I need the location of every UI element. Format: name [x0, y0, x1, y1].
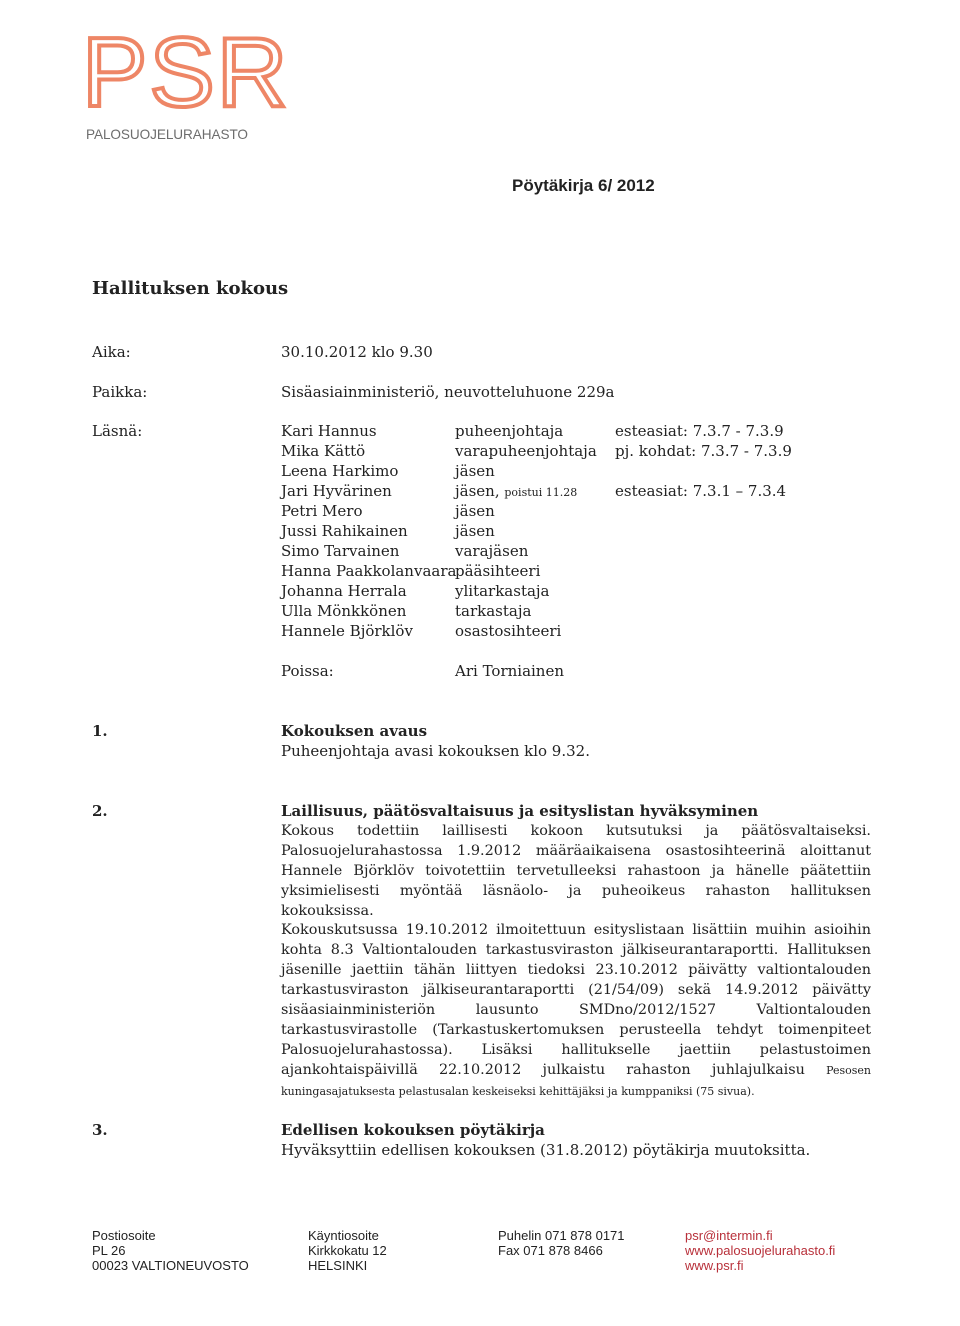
footer-line: Kirkkokatu 12 [308, 1243, 387, 1258]
footer-line: Fax 071 878 8466 [498, 1243, 603, 1258]
footer-contact [685, 1228, 835, 1273]
footer-line: Postiosoite [92, 1228, 156, 1243]
attendee-row [281, 481, 801, 501]
publication-title: Pesosen kuningasajatuksesta pelastusalan keskeiseksi kehittäjäksi ja kumppaniksi (75 sivua). [281, 1064, 872, 1098]
attendee-role: puheenjohtaja [455, 422, 564, 440]
paikka-value: Sisäasiainministeriö, neuvotteluhuone 229a [281, 383, 615, 401]
section-heading: Laillisuus, päätösvaltaisuus ja esityslistan hyväksyminen [281, 802, 759, 820]
section-heading: Kokouksen avaus [281, 722, 428, 740]
attendee-note: pj. kohdat: 7.3.7 - 7.3.9 [615, 442, 792, 460]
logo-letters: PSR [82, 17, 290, 127]
aika-label: Aika: [92, 343, 131, 361]
attendee-name: Leena Harkimo [281, 462, 399, 480]
attendee-role [455, 481, 577, 503]
attendee-role: jäsen [455, 462, 495, 480]
section-paragraph: Hyväksyttiin edellisen kokouksen (31.8.2012) pöytäkirja muutoksitta. [281, 1141, 811, 1159]
meeting-title: Hallituksen kokous [92, 278, 289, 299]
attendee-row [281, 461, 801, 481]
lasna-label: Läsnä: [92, 422, 143, 440]
section-number: 3. [92, 1121, 108, 1139]
attendee-list [281, 421, 801, 641]
footer-line: Käyntiosoite [308, 1228, 379, 1243]
section-heading: Edellisen kokouksen pöytäkirja [281, 1121, 545, 1139]
attendee-row [281, 581, 801, 601]
attendee-name: Jussi Rahikainen [281, 522, 408, 540]
psr-logo-mark [82, 17, 290, 144]
psr-logo [82, 17, 290, 148]
attendee-row [281, 501, 801, 521]
section-number: 1. [92, 722, 108, 740]
email-link[interactable]: psr@intermin.fi [685, 1228, 773, 1243]
attendee-name: Petri Mero [281, 502, 363, 520]
attendee-row [281, 441, 801, 461]
attendee-row [281, 601, 801, 621]
attendee-role: osastosihteeri [455, 622, 562, 640]
footer-line: 00023 VALTIONEUVOSTO [92, 1258, 249, 1273]
footer-phone [498, 1228, 625, 1258]
paikka-label: Paikka: [92, 383, 148, 401]
attendee-name: Johanna Herrala [281, 582, 407, 600]
poissa-value: Ari Torniainen [455, 662, 565, 680]
attendee-row [281, 541, 801, 561]
section-paragraph-text: Kokouskutsussa 19.10.2012 ilmoitettuun esityslistaan lisättiin muihin asioihin kohta 8.3 Valtiontalouden tarkastusviraston jälkiseurantaraportti. Hallituksen jäsenille jaettiin tähän liittyen tiedoksi 23.10.2012 päivätty valtiontalouden tarkastusviraston jälkiseurantaraportti (21/54/09) sekä 14.9.2012 päivätty sisäasiainministeriön lausunto SMDno/2012/1527 Valtiontalouden tarkastusvirastolle (Tarkastuskertomuksen perusteella tehdyt toimenpiteet Palosuojelurahastossa). Lisäksi hallitukselle jaettiin pelastustoimen ajankohtaispäivillä 22.10.2012 julkaistu rahaston juhlajulkaisu [281, 922, 871, 1078]
attendee-role: jäsen [455, 522, 495, 540]
attendee-row [281, 421, 801, 441]
attendee-name: Jari Hyvärinen [281, 482, 392, 500]
website-link[interactable]: www.palosuojelurahasto.fi [685, 1243, 836, 1258]
footer-line: PL 26 [92, 1243, 126, 1258]
footer-line: Puhelin 071 878 0171 [498, 1228, 625, 1243]
attendee-row [281, 561, 801, 581]
footer-postal [92, 1228, 249, 1273]
website-short-link[interactable]: www.psr.fi [685, 1258, 744, 1273]
footer-visit [308, 1228, 387, 1273]
footer-line: HELSINKI [308, 1258, 368, 1273]
attendee-name: Ulla Mönkkönen [281, 602, 407, 620]
section-number: 2. [92, 802, 108, 820]
attendee-role-note: poistui 11.28 [504, 486, 578, 499]
attendee-role: tarkastaja [455, 602, 532, 620]
attendee-role: ylitarkastaja [455, 582, 550, 600]
attendee-note: esteasiat: 7.3.7 - 7.3.9 [615, 422, 784, 440]
section-paragraph [281, 920, 871, 1102]
attendee-row [281, 521, 801, 541]
poissa-label: Poissa: [281, 662, 334, 680]
aika-value: 30.10.2012 klo 9.30 [281, 343, 433, 361]
document-title: Pöytäkirja 6/ 2012 [512, 176, 655, 195]
attendee-role: pääsihteeri [455, 562, 541, 580]
attendee-name: Hanna Paakkolanvaara [281, 562, 457, 580]
attendee-role: varapuheenjohtaja [455, 442, 597, 460]
attendee-note: esteasiat: 7.3.1 – 7.3.4 [615, 482, 787, 500]
attendee-role: varajäsen [455, 542, 529, 560]
attendee-row [281, 621, 801, 641]
section-paragraph: Kokous todettiin laillisesti kokoon kutsutuksi ja päätösvaltaiseksi. Palosuojelurahastossa 1.9.2012 määräaikaisena osastosihteerinä aloittanut Hannele Björklöv toivotettiin tervetulleeksi rahastoon ja hänelle päätettiin yksimielisesti myöntää läsnäolo- ja puheoikeus rahaston hallituksen kokouksissa. [281, 823, 871, 919]
attendee-name: Kari Hannus [281, 422, 377, 440]
attendee-role: jäsen [455, 502, 495, 520]
attendee-name: Mika Kättö [281, 442, 366, 460]
section-paragraph: Puheenjohtaja avasi kokouksen klo 9.32. [281, 742, 590, 760]
attendee-name: Hannele Björklöv [281, 622, 413, 640]
attendee-role-main: jäsen, [455, 482, 500, 500]
logo-name: PALOSUOJELURAHASTO [86, 127, 248, 142]
attendee-name: Simo Tarvainen [281, 542, 400, 560]
